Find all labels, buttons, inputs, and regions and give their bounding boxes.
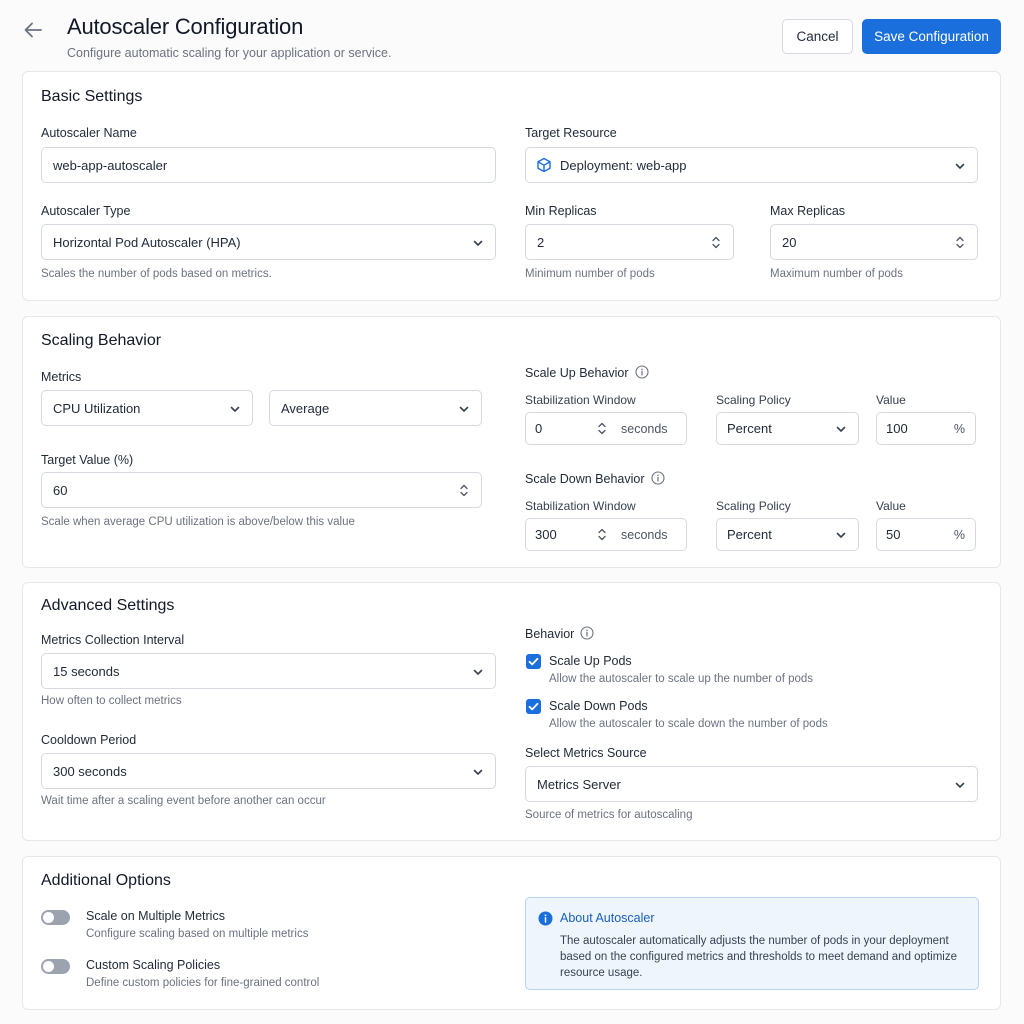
metrics-source-help: Source of metrics for autoscaling <box>525 809 693 821</box>
back-arrow-icon[interactable] <box>22 19 44 41</box>
autoscaler-type-help: Scales the number of pods based on metrics. <box>41 268 272 280</box>
scale-down-window-value: 300 <box>535 527 557 542</box>
chevron-down-icon <box>954 160 966 172</box>
info-icon[interactable] <box>651 471 665 485</box>
stepper-icon[interactable] <box>597 421 607 436</box>
metrics-interval-label: Metrics Collection Interval <box>41 633 185 647</box>
scaling-behavior-title: Scaling Behavior <box>41 332 162 349</box>
advanced-settings-title: Advanced Settings <box>41 597 175 614</box>
metrics-interval-help: How often to collect metrics <box>41 695 182 707</box>
autoscaler-name-label: Autoscaler Name <box>41 126 137 140</box>
cooldown-period-value: 300 seconds <box>53 763 127 779</box>
basic-settings-title: Basic Settings <box>41 88 143 105</box>
scale-down-behavior-label <box>525 471 665 486</box>
autoscaler-name-value: web-app-autoscaler <box>53 157 168 173</box>
target-value-help: Scale when average CPU utilization is above/below this value <box>41 516 355 528</box>
scale-up-pods-checkbox[interactable] <box>526 654 541 669</box>
metric-value: CPU Utilization <box>53 400 141 416</box>
scale-down-value-input[interactable] <box>876 518 976 551</box>
scale-up-pods-help: Allow the autoscaler to scale up the number of pods <box>549 673 814 685</box>
stepper-icon[interactable] <box>459 483 469 498</box>
scale-down-policy-select[interactable] <box>716 518 859 551</box>
scale-down-pods-checkbox[interactable] <box>526 699 541 714</box>
scale-down-pods-label: Scale Down Pods <box>549 699 648 713</box>
scale-up-window-unit: seconds <box>621 422 668 436</box>
min-replicas-help: Minimum number of pods <box>525 268 655 280</box>
scale-up-value-label: Value <box>876 393 906 407</box>
cooldown-period-label: Cooldown Period <box>41 733 137 747</box>
about-autoscaler-body: The autoscaler automatically adjusts the number of pods in your deployment based on the configured metrics and thresholds to meet demand and optimize resource usage. <box>560 935 957 979</box>
behavior-label <box>525 626 594 641</box>
cooldown-period-help: Wait time after a scaling event before another can occur <box>41 795 326 807</box>
scale-down-value-unit: % <box>953 528 965 542</box>
min-replicas-input[interactable] <box>525 224 734 260</box>
metrics-interval-select[interactable] <box>41 653 496 689</box>
custom-policies-toggle[interactable] <box>41 959 70 974</box>
page-subtitle: Configure automatic scaling for your application or service. <box>67 46 392 60</box>
cooldown-period-select[interactable] <box>41 753 496 789</box>
metrics-source-value: Metrics Server <box>537 776 621 792</box>
scale-up-pods-label: Scale Up Pods <box>549 654 632 668</box>
target-resource-label: Target Resource <box>525 126 617 140</box>
info-icon[interactable] <box>580 626 594 640</box>
autoscaler-name-input[interactable] <box>41 147 496 183</box>
stepper-icon[interactable] <box>597 527 607 542</box>
scale-up-policy-label: Scaling Policy <box>716 393 791 407</box>
about-autoscaler-info-box <box>525 897 979 990</box>
chevron-down-icon <box>472 766 484 778</box>
scale-up-window-label: Stabilization Window <box>525 393 636 407</box>
target-resource-select[interactable] <box>525 147 978 183</box>
max-replicas-label: Max Replicas <box>770 204 846 218</box>
scale-up-behavior-label <box>525 365 649 380</box>
target-value-value: 60 <box>53 482 68 498</box>
scale-up-value-input[interactable] <box>876 412 976 445</box>
cancel-button[interactable]: Cancel <box>782 19 853 54</box>
multiple-metrics-help: Configure scaling based on multiple metrics <box>86 928 309 940</box>
stepper-icon[interactable] <box>711 235 721 250</box>
scale-down-policy-label: Scaling Policy <box>716 499 791 513</box>
aggregation-value: Average <box>281 400 330 416</box>
scale-up-value-unit: % <box>953 422 965 436</box>
scale-down-pods-help: Allow the autoscaler to scale down the number of pods <box>549 718 828 730</box>
metrics-interval-value: 15 seconds <box>53 663 120 679</box>
additional-options-title: Additional Options <box>41 872 171 889</box>
target-value-input[interactable] <box>41 472 482 508</box>
info-filled-icon <box>538 911 553 926</box>
about-autoscaler-title: About Autoscaler <box>560 911 655 925</box>
scale-up-policy-select[interactable] <box>716 412 859 445</box>
page-title: Autoscaler Configuration <box>67 14 304 39</box>
target-value-label: Target Value (%) <box>41 453 134 467</box>
checkmark-icon <box>526 654 541 669</box>
scale-up-window-input[interactable] <box>525 412 687 445</box>
custom-policies-label: Custom Scaling Policies <box>86 958 221 972</box>
max-replicas-value: 20 <box>782 234 797 250</box>
scaling-behavior-card <box>22 316 1001 568</box>
custom-policies-help: Define custom policies for fine-grained control <box>86 977 320 989</box>
behavior-text: Behavior <box>525 627 575 641</box>
cube-icon <box>536 157 552 173</box>
scale-up-window-value: 0 <box>535 421 543 436</box>
multiple-metrics-label: Scale on Multiple Metrics <box>86 909 225 923</box>
chevron-down-icon <box>229 403 241 415</box>
scale-down-value-value: 50 <box>886 527 901 542</box>
scale-down-value-label: Value <box>876 499 906 513</box>
stepper-icon[interactable] <box>955 235 965 250</box>
save-configuration-button[interactable]: Save Configuration <box>862 19 1001 54</box>
autoscaler-type-label: Autoscaler Type <box>41 204 131 218</box>
metrics-source-label: Select Metrics Source <box>525 746 647 760</box>
autoscaler-type-select[interactable] <box>41 224 496 260</box>
scale-down-behavior-text: Scale Down Behavior <box>525 472 645 486</box>
multiple-metrics-toggle[interactable] <box>41 910 70 925</box>
chevron-down-icon <box>472 237 484 249</box>
chevron-down-icon <box>472 666 484 678</box>
scale-down-window-unit: seconds <box>621 528 668 542</box>
checkmark-icon <box>526 699 541 714</box>
chevron-down-icon <box>458 403 470 415</box>
scale-up-policy-value: Percent <box>727 421 772 436</box>
advanced-settings-card <box>22 582 1001 841</box>
info-icon[interactable] <box>635 365 649 379</box>
basic-settings-card <box>22 71 1001 301</box>
scale-down-window-label: Stabilization Window <box>525 499 636 513</box>
metric-select[interactable] <box>41 390 253 426</box>
metrics-source-select[interactable] <box>525 766 978 802</box>
scale-up-value-value: 100 <box>886 421 908 436</box>
max-replicas-help: Maximum number of pods <box>770 268 903 280</box>
chevron-down-icon <box>954 779 966 791</box>
max-replicas-input[interactable] <box>770 224 978 260</box>
min-replicas-value: 2 <box>537 234 545 250</box>
chevron-down-icon <box>835 423 847 435</box>
scale-down-window-input[interactable] <box>525 518 687 551</box>
min-replicas-label: Min Replicas <box>525 204 597 218</box>
target-resource-value: Deployment: web-app <box>560 157 687 173</box>
chevron-down-icon <box>835 529 847 541</box>
scale-up-behavior-text: Scale Up Behavior <box>525 366 629 380</box>
aggregation-select[interactable] <box>269 390 482 426</box>
metrics-label: Metrics <box>41 370 82 384</box>
scale-down-policy-value: Percent <box>727 527 772 542</box>
autoscaler-type-value: Horizontal Pod Autoscaler (HPA) <box>53 234 241 250</box>
